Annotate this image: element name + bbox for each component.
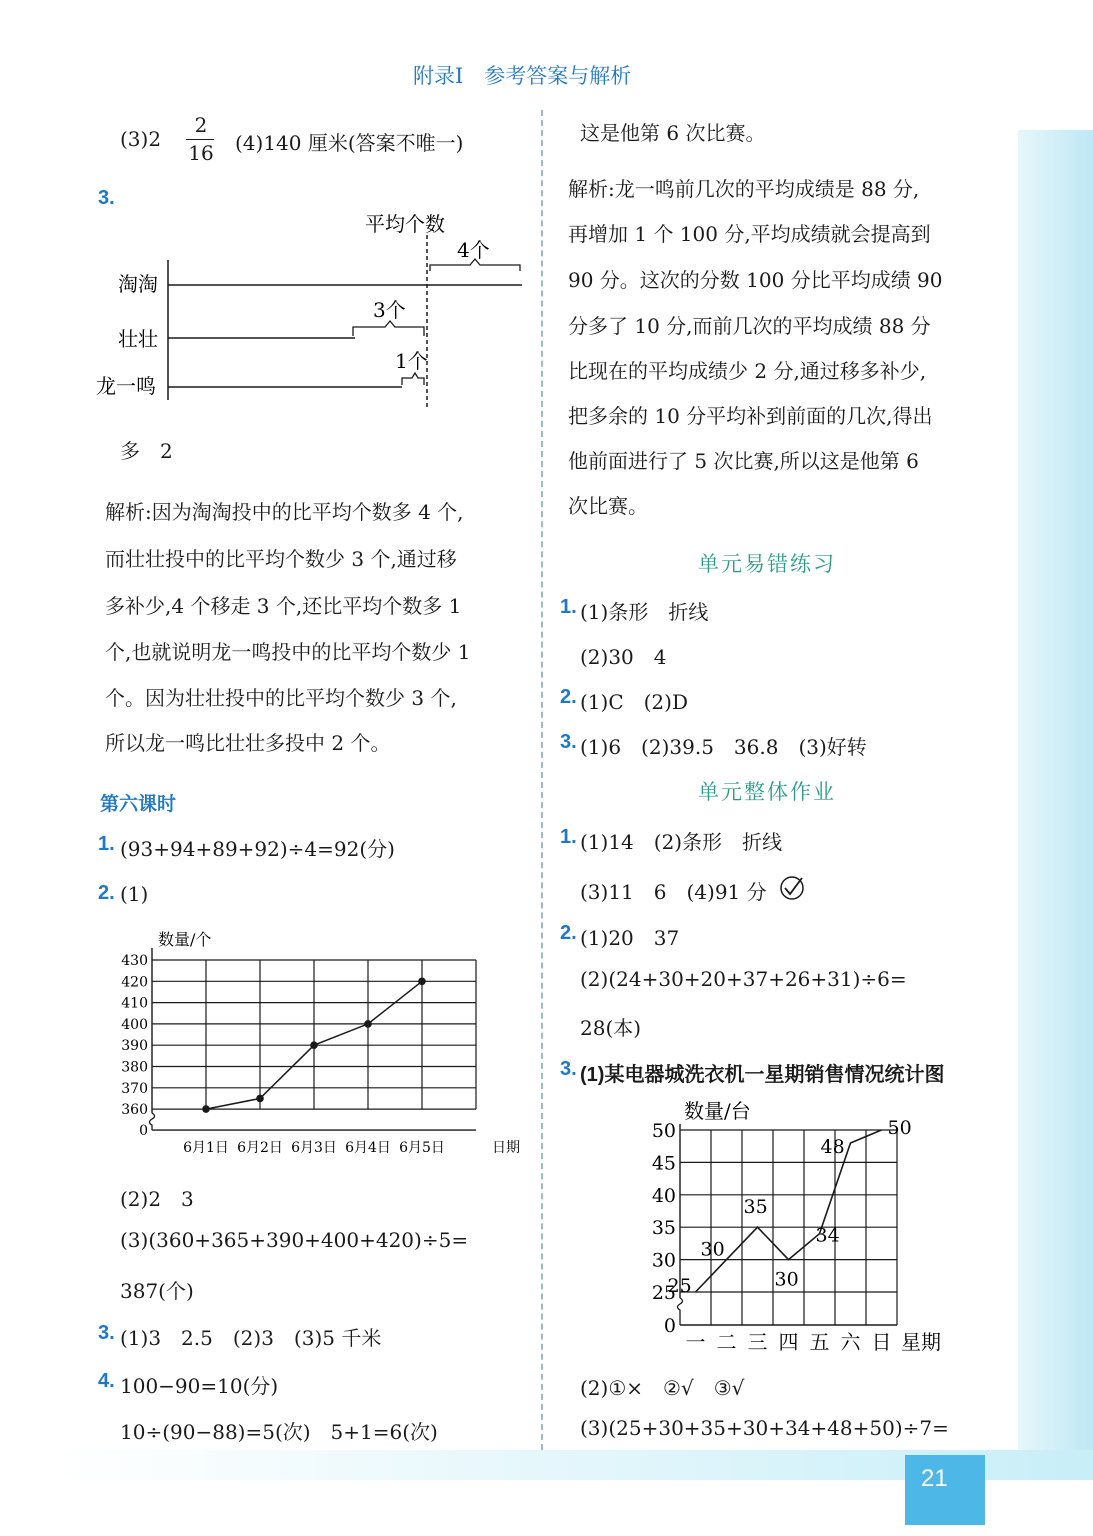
delta-1: 1个: [395, 349, 428, 373]
right-expl-7: 他前面进行了 5 次比赛,所以这是他第 6: [568, 449, 919, 473]
axis-break: [150, 1113, 155, 1130]
left-expl-1: 解析:因为淘淘投中的比平均个数多 4 个,: [105, 500, 464, 524]
e2-text: (1)C (2)D: [580, 690, 688, 714]
x-tick-label: 6月5日: [399, 1140, 445, 1157]
x-axis-label: 星期: [901, 1330, 941, 1354]
x-tick-label: 五: [809, 1330, 830, 1354]
right-expl-8: 次比赛。: [568, 494, 648, 518]
data-label: 35: [743, 1196, 768, 1219]
data-label: 25: [667, 1275, 692, 1297]
x-tick-label: 日: [871, 1330, 892, 1354]
page-number: 21: [905, 1455, 985, 1525]
w3-number: 3.: [560, 1058, 577, 1080]
y-tick-label: 420: [121, 974, 148, 991]
y-tick-label: 0: [663, 1315, 676, 1337]
avg-label: 平均个数: [365, 212, 445, 236]
x-axis-label: 日期: [492, 1140, 520, 1157]
x-tick-label: 6月4日: [345, 1140, 391, 1157]
w1-text-b: (3)11 6 (4)91 分: [580, 880, 767, 904]
y-tick-label: 50: [651, 1120, 676, 1142]
w1-number: 1.: [560, 826, 577, 848]
x-tick-label: 六: [840, 1330, 861, 1354]
q3b-text: (1)3 2.5 (2)3 (3)5 千米: [120, 1326, 382, 1350]
right-expl-1: 解析:龙一鸣前几次的平均成绩是 88 分,: [568, 177, 920, 201]
x-tick-label: 四: [778, 1330, 799, 1354]
answer-line-1b: (4)140 厘米(答案不唯一): [235, 131, 464, 155]
w2-number: 2.: [560, 922, 577, 944]
q4-text: 100−90=10(分): [120, 1374, 279, 1398]
y-tick-label: 410: [121, 995, 148, 1012]
y-tick-label: 25: [651, 1282, 676, 1304]
q2-sub2: (2)2 3: [120, 1187, 194, 1211]
left-expl-5: 个。因为壮壮投中的比平均个数少 3 个,: [105, 686, 457, 710]
w3-chart-title: (1)某电器城洗衣机一星期销售情况统计图: [580, 1064, 945, 1086]
left-expl-3: 多补少,4 个移走 3 个,还比平均个数多 1: [105, 594, 462, 618]
e1-text-b: (2)30 4: [580, 645, 667, 669]
name-taotao: 淘淘: [118, 272, 158, 296]
data-label: 30: [774, 1268, 799, 1291]
page-header: 附录Ⅰ 参考答案与解析: [413, 64, 632, 88]
e3-text: (1)6 (2)39.5 36.8 (3)好转: [580, 735, 867, 759]
fraction-bar: [186, 139, 214, 140]
y-tick-label: 380: [121, 1059, 148, 1076]
data-label: 30: [700, 1238, 725, 1261]
bar-diagram: [90, 205, 540, 415]
brace-3: [353, 321, 424, 336]
right-line-0: 这是他第 6 次比赛。: [580, 121, 766, 145]
e1-number: 1.: [560, 596, 577, 618]
e1-text: (1)条形 折线: [580, 600, 709, 624]
e3-number: 3.: [560, 731, 577, 753]
y-tick-label: 400: [121, 1016, 148, 1033]
y-axis-label: 数量/台: [684, 1099, 751, 1123]
data-point: [202, 1105, 210, 1113]
y-tick-label: 390: [121, 1038, 148, 1055]
y-tick-label: 35: [651, 1217, 676, 1240]
w3-sub2: (2)①× ②√ ③√: [580, 1376, 745, 1400]
q4-number: 4.: [98, 1370, 115, 1392]
y-tick-label: 40: [651, 1184, 676, 1207]
left-expl-6: 所以龙一鸣比壮壮多投中 2 个。: [105, 731, 391, 755]
w2-text: (1)20 37: [580, 926, 680, 950]
data-point: [310, 1041, 318, 1049]
check-circle-icon: [778, 874, 808, 902]
axis-break: [678, 1298, 683, 1325]
right-expl-4: 分多了 10 分,而前几次的平均成绩 88 分: [568, 314, 931, 338]
line-chart-weekly: [640, 1090, 990, 1360]
q4-text-b: 10÷(90−88)=5(次) 5+1=6(次): [120, 1420, 438, 1444]
left-expl-2: 而壮壮投中的比平均个数少 3 个,通过移: [105, 547, 457, 571]
q1-number: 1.: [98, 833, 115, 855]
y-tick-label: 30: [651, 1249, 676, 1272]
left-expl-4: 个,也就说明龙一鸣投中的比平均个数少 1: [105, 640, 471, 664]
right-expl-3: 90 分。这次的分数 100 分比平均成绩 90: [568, 268, 943, 292]
section-unit-errors: 单元易错练习: [698, 552, 836, 576]
data-label: 34: [815, 1224, 840, 1247]
fraction-numerator: 2: [194, 113, 208, 137]
y-tick-label: 45: [651, 1152, 676, 1175]
y-tick-label: 0: [139, 1123, 148, 1140]
w1-text: (1)14 (2)条形 折线: [580, 830, 783, 854]
x-tick-label: 6月2日: [237, 1140, 283, 1157]
q2-sub3b: 387(个): [120, 1279, 194, 1303]
q2-text: (1): [120, 882, 149, 906]
q2-sub3: (3)(360+365+390+400+420)÷5=: [120, 1228, 469, 1252]
w2-text-c: 28(本): [580, 1016, 642, 1040]
delta-3: 3个: [373, 298, 406, 322]
q3b-number: 3.: [98, 1322, 115, 1344]
data-label: 48: [820, 1135, 845, 1158]
lesson-title: 第六课时: [100, 794, 177, 815]
q1-text: (93+94+89+92)÷4=92(分): [120, 837, 395, 861]
data-label: 50: [887, 1117, 912, 1139]
data-point: [418, 978, 426, 986]
y-tick-label: 360: [121, 1102, 148, 1119]
w3-sub3: (3)(25+30+35+30+34+48+50)÷7=: [580, 1416, 949, 1440]
name-zhuangzhuang: 壮壮: [118, 327, 158, 351]
w2-text-b: (2)(24+30+20+37+26+31)÷6=: [580, 967, 907, 991]
column-divider: [541, 110, 543, 1450]
answer-line-1: (3)2: [120, 127, 162, 151]
right-expl-6: 把多余的 10 分平均补到前面的几次,得出: [568, 404, 933, 428]
name-longyiming: 龙一鸣: [96, 374, 156, 398]
right-expl-5: 比现在的平均成绩少 2 分,通过移多补少,: [568, 359, 927, 383]
x-tick-label: 二: [716, 1330, 737, 1354]
section-unit-homework: 单元整体作业: [698, 780, 836, 804]
q2-number: 2.: [98, 882, 115, 904]
x-tick-label: 6月3日: [291, 1140, 337, 1157]
delta-4: 4个: [457, 238, 490, 262]
x-tick-label: 三: [747, 1330, 768, 1354]
line-chart-daily: [108, 920, 538, 1160]
right-decor-bar: [1018, 130, 1093, 1470]
answer-more-2: 多 2: [120, 439, 173, 463]
y-tick-label: 430: [121, 953, 148, 969]
data-point: [364, 1020, 372, 1028]
brace-1: [402, 373, 424, 385]
e2-number: 2.: [560, 686, 577, 708]
data-point: [256, 1095, 264, 1103]
right-expl-2: 再增加 1 个 100 分,平均成绩就会提高到: [568, 222, 931, 246]
fraction-denominator: 16: [188, 141, 214, 165]
q3-number: 3.: [98, 187, 115, 209]
y-axis-label: 数量/个: [158, 930, 212, 949]
y-tick-label: 370: [121, 1080, 148, 1097]
x-tick-label: 6月1日: [183, 1140, 229, 1157]
x-tick-label: 一: [685, 1330, 706, 1354]
